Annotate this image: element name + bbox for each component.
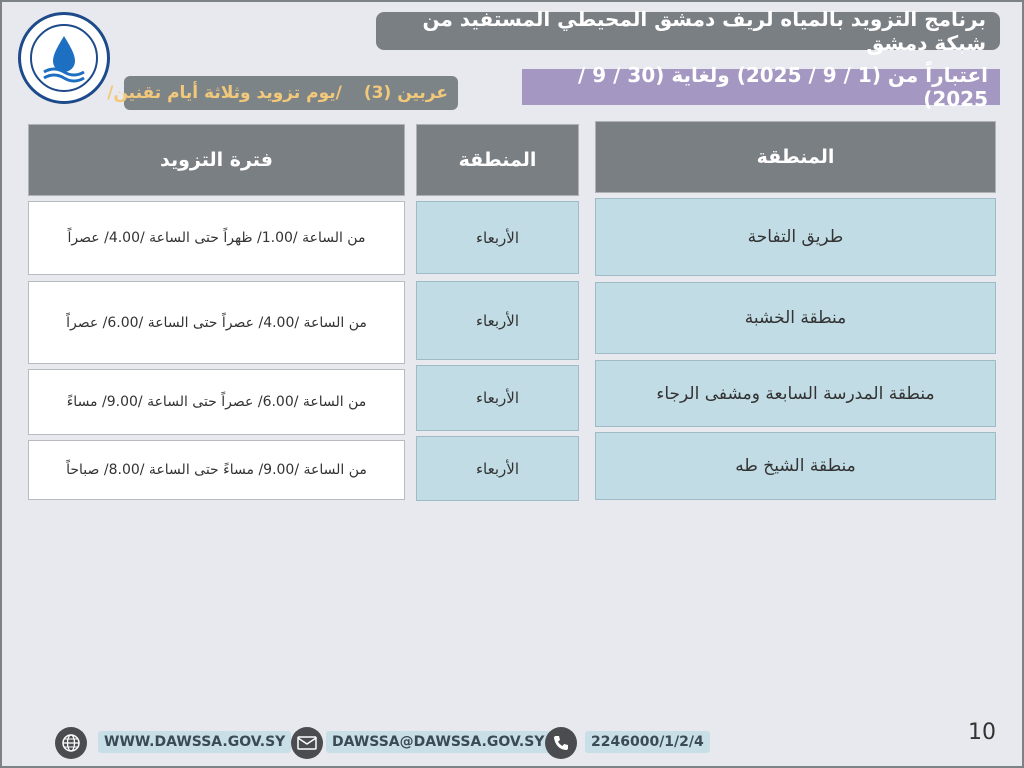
area-text: منطقة المدرسة السابعة ومشفى الرجاء (656, 383, 935, 404)
day-text: الأربعاء (476, 228, 520, 247)
organization-logo (18, 12, 110, 104)
email-link[interactable] (326, 731, 550, 753)
table-row-day (416, 281, 579, 360)
table-row-day (416, 365, 579, 431)
period-text: من الساعة /4.00/ عصراً حتى الساعة /6.00/ عصراً (66, 314, 367, 331)
page-title (376, 7, 1000, 55)
area-text: منطقة الشيخ طه (735, 456, 856, 476)
day-text: الأربعاء (476, 311, 520, 330)
table-row-period (28, 369, 405, 435)
email-text: DAWSSA@DAWSSA.GOV.SY (332, 734, 545, 750)
area-text: منطقة الخشبة (744, 308, 847, 328)
table-row-day (416, 201, 579, 274)
header-day-label: المنطقة (458, 149, 537, 171)
date-range (522, 63, 1000, 111)
period-text: من الساعة /9.00/ مساءً حتى الساعة /8.00/ صباحاً (66, 462, 367, 478)
date-range-text: اعتباراً من (1 / 9 / 2025) ولغاية (30 / 9 / 2025) (577, 63, 988, 111)
table-row-area (595, 198, 996, 276)
schedule-badge-text: /يوم تزويد وثلاثة أيام تقنين/ (107, 83, 342, 103)
table-row-area (595, 360, 996, 427)
header-day (416, 124, 579, 196)
phone-icon (545, 727, 577, 759)
schedule-badge-label: عربين (3) (363, 83, 448, 103)
day-text: الأربعاء (476, 459, 520, 478)
header-area-label: المنطقة (756, 146, 835, 168)
header-area (595, 121, 996, 193)
table-row-period (28, 201, 405, 275)
period-text: من الساعة /6.00/ عصراً حتى الساعة /9.00/ مساءً (66, 394, 367, 410)
day-text: الأربعاء (476, 389, 520, 407)
header-period (28, 124, 405, 196)
area-text: طريق التفاحة (747, 227, 844, 247)
page-number: 10 (968, 720, 996, 745)
table-row-area (595, 432, 996, 500)
website-text: WWW.DAWSSA.GOV.SY (104, 734, 286, 750)
table-row-day (416, 436, 579, 501)
schedule-badge (107, 76, 458, 110)
table-row-area (595, 282, 996, 354)
phone-text: 2246000/1/2/4 (591, 734, 704, 750)
page-title-text: برنامج التزويد بالمياه لريف دمشق المحيطي المستفيد من شبكة دمشق (422, 7, 986, 55)
globe-icon (55, 727, 87, 759)
water-drop-logo-icon (30, 24, 98, 92)
header-period-label: فترة التزويد (160, 149, 273, 171)
table-row-period (28, 440, 405, 500)
envelope-icon (291, 727, 323, 759)
period-text: من الساعة /1.00/ ظهراً حتى الساعة /4.00/ عصراً (67, 230, 366, 246)
website-link[interactable] (98, 731, 291, 753)
table-row-period (28, 281, 405, 364)
phone-number[interactable] (585, 731, 710, 753)
